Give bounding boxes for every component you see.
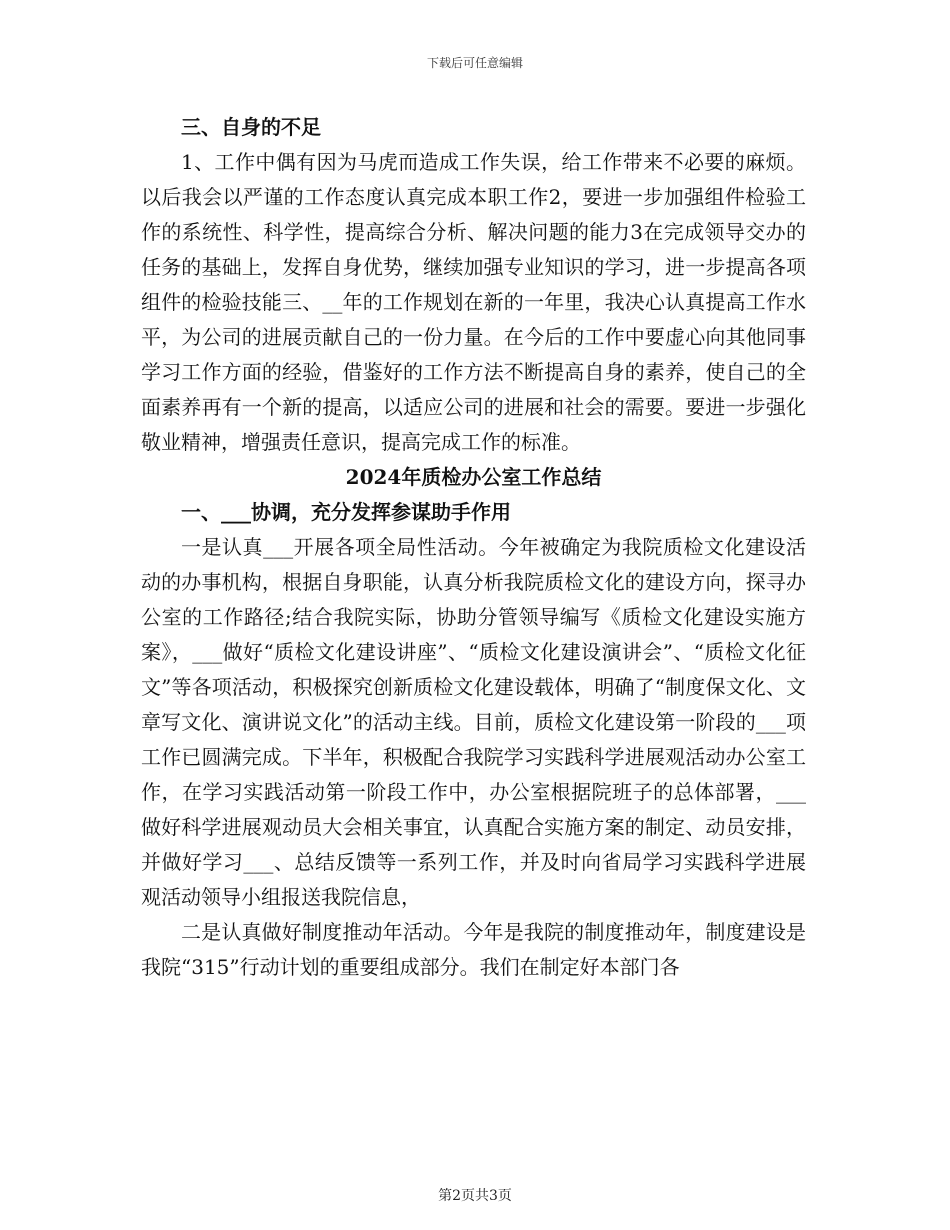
page-header: 下载后可任意编辑 [426, 56, 523, 70]
paragraph-system-promotion: 二是认真做好制度推动年活动。今年是我院的制度推动年，制度建设是我院“315”行动计划的重要组成部分。我们在制定好本部门各 [141, 920, 806, 979]
document-title: 2024年质检办公室工作总结 [345, 465, 602, 489]
section-heading-coordination: 一、___协调，充分发挥参谋助手作用 [181, 500, 511, 524]
paragraph-culture-activities: 一是认真___开展各项全局性活动。今年被确定为我院质检文化建设活动的办事机构，根据自身职能，认真分析我院质检文化的建设方向，探寻办公室的工作路径;结合我院实际，协助分管领导编写《质检文化建设实施方案》，___做好“质检文化建设讲座”、“质检文化建设演讲会”、“质检文化征文”等各项活动，积极探究创新质检文化建设载体，明确了“制度保文化、文章写文化、演讲说文化”的活动主线。目前，质检文化建设第一阶段的___项工作已圆满完成。下半年，积极配合我院学习实践科学进展观活动办公室工作，在学习实践活动第一阶段工作中，办公室根据院班子的总体部署，___做好科学进展观动员大会相关事宜，认真配合实施方案的制定、动员安排，并做好学习___、总结反馈等一系列工作，并及时向省局学习实践科学进展观活动领导小组报送我院信息， [141, 535, 806, 909]
page-footer: 第2页共3页 [438, 1188, 512, 1204]
paragraph-shortcomings: 1、工作中偶有因为马虎而造成工作失误，给工作带来不必要的麻烦。以后我会以严谨的工作态度认真完成本职工作2，要进一步加强组件检验工作的系统性、科学性，提高综合分析、解决问题的能力3在完成领导交办的任务的基础上，发挥自身优势，继续加强专业知识的学习，进一步提高各项组件的检验技能三、__年的工作规划在新的一年里，我决心认真提高工作水平，为公司的进展贡献自己的一份力量。在今后的工作中要虚心向其他同事学习工作方面的经验，借鉴好的工作方法不断提高自身的素养，使自己的全面素养再有一个新的提高，以适应公司的进展和社会的需要。要进一步强化敬业精神，增强责任意识，提高完成工作的标准。 [141, 150, 806, 454]
section-heading-shortcomings: 三、自身的不足 [181, 115, 321, 139]
document-body [141, 110, 806, 985]
